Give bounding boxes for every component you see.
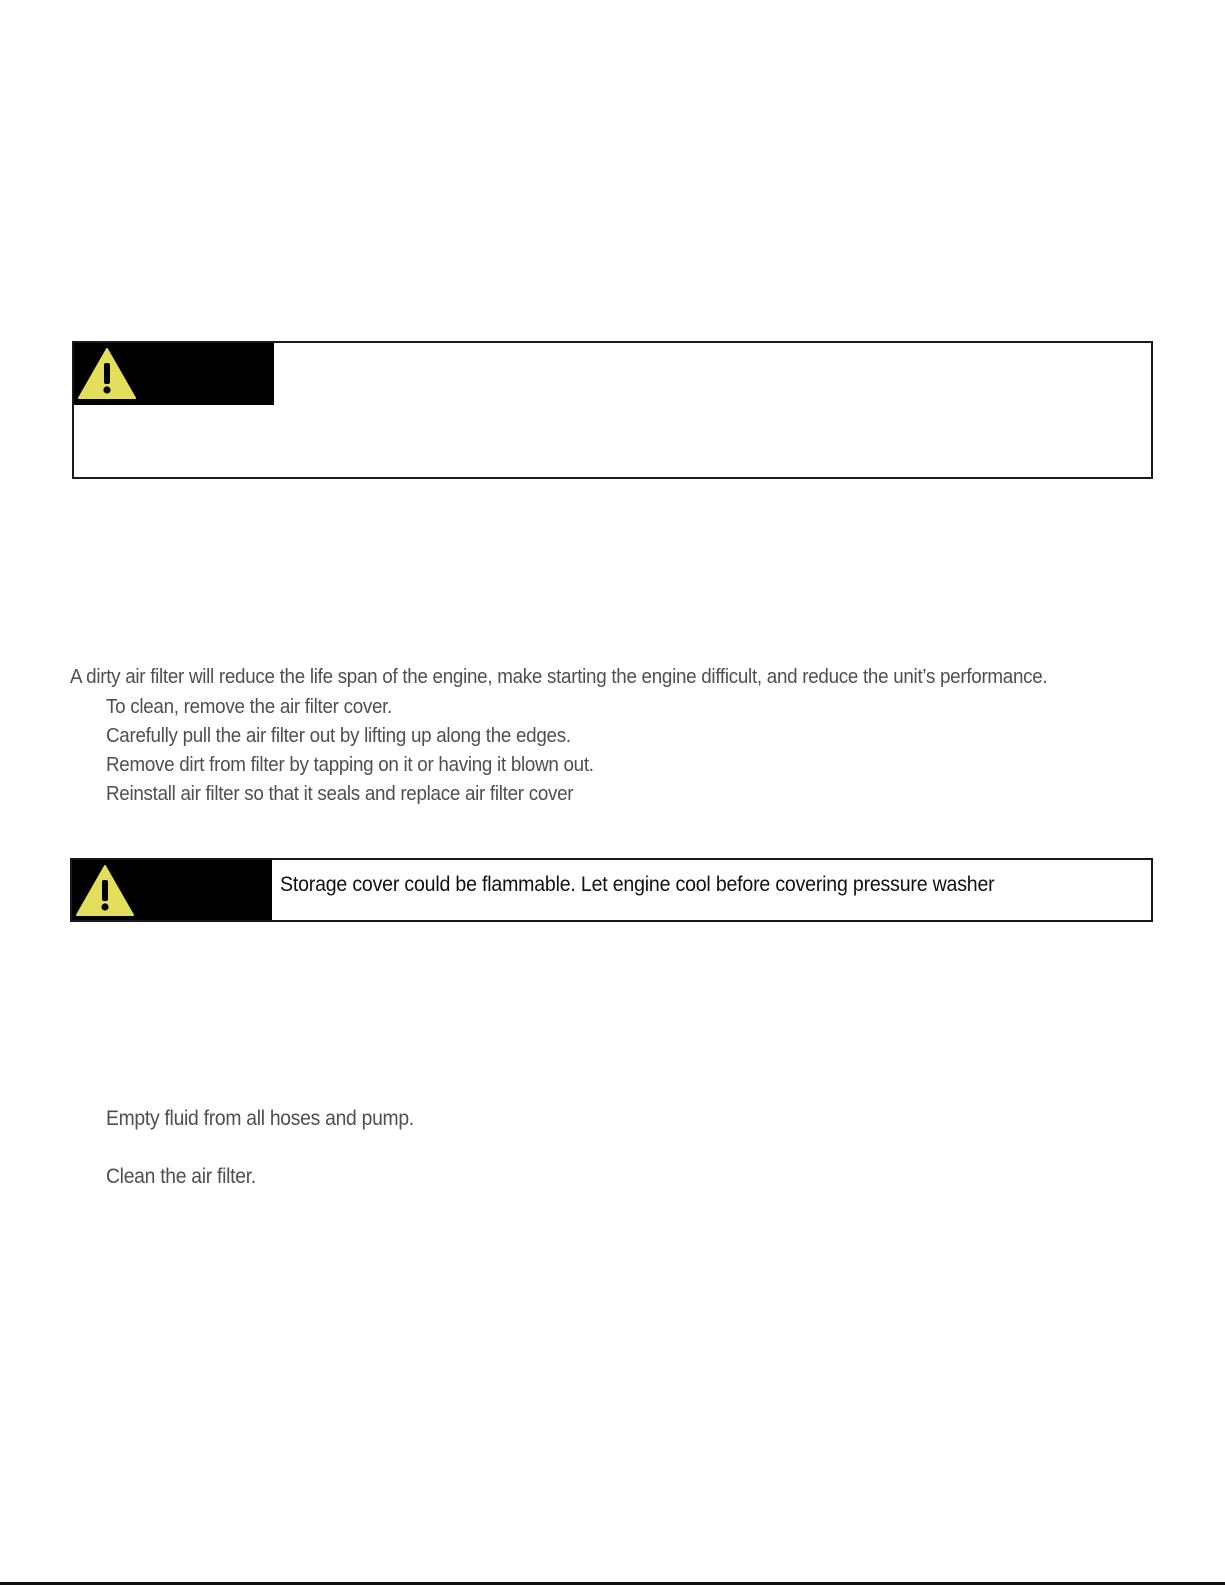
warning-box-storage: [70, 858, 1153, 922]
list-item: Reinstall air filter so that it seals and replace air filter cover: [106, 783, 574, 805]
air-filter-intro: A dirty air filter will reduce the life span of the engine, make starting the engine difficult, and reduce the unit’s performance.: [70, 666, 1048, 688]
warning-header-tab: [74, 343, 274, 405]
list-item: Remove dirt from filter by tapping on it or having it blown out.: [106, 754, 594, 776]
warning-triangle-icon: [74, 862, 136, 918]
list-item: Carefully pull the air filter out by lifting up along the edges.: [106, 725, 571, 747]
warning-box-top: [72, 341, 1153, 479]
warning-triangle-icon: [76, 345, 138, 401]
storage-steps: [106, 1106, 441, 1222]
warning-header-tab: [72, 860, 272, 920]
list-item: To clean, remove the air filter cover.: [106, 696, 393, 718]
warning-text-storage: Storage cover could be flammable. Let engine cool before covering pressure washer: [280, 873, 995, 896]
list-item: Clean the air filter.: [106, 1165, 256, 1188]
air-filter-steps: [106, 695, 625, 811]
list-item: Empty fluid from all hoses and pump.: [106, 1107, 414, 1130]
